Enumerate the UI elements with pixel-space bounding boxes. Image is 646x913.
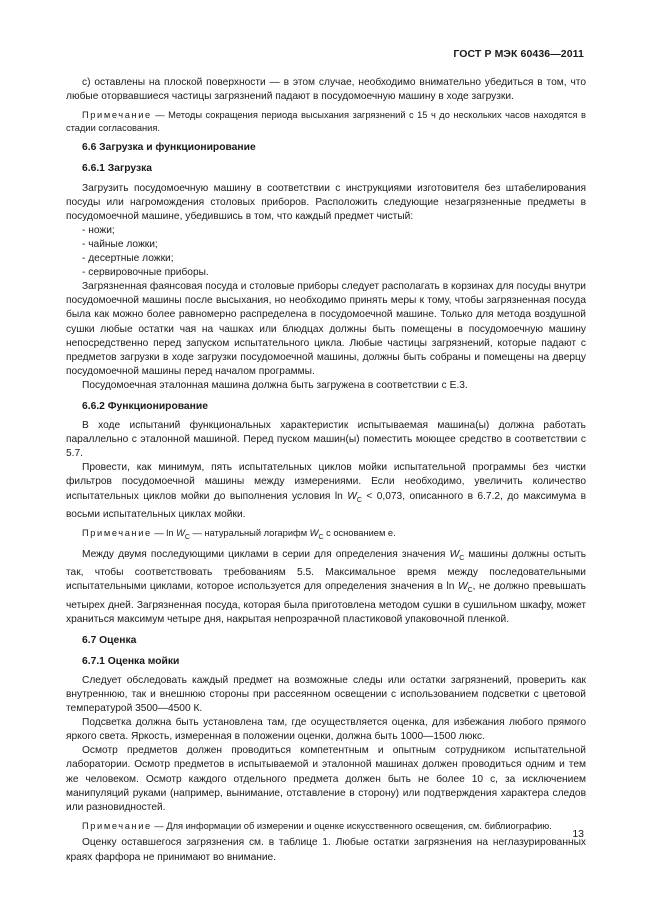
note-1 — [66, 109, 586, 134]
heading-6-6-2: 6.6.2 Функционирование — [82, 400, 208, 412]
paragraph-soiled: Загрязненная фаянсовая посуда и столовые приборы следует располагать в корзинах для посуды внутри посудомоечной машины после высыхания, но необходимо принять меры к тому, чтобы загрязненная посуда была как можно более равномерно распределена в посудомоечной машине. Только для метода воздушной сушки любые остатки чая на чашках или блюдцах должны быть помещены в посудомоечную машину непосредственно перед запуском испытательного цикла. Любые частицы загрязнений, которые падают с предметов загрузки в ходе загрузки посудомоечной машины, должны быть собраны и помещены на дверцу посудомоечной машины перед началом программы. — [66, 281, 586, 377]
paragraph-table-reference: Оценку оставшегося загрязнения см. в таблице 1. Любые остатки загрязнения на неглазурированных краях фарфора не принимают во внимание. — [66, 837, 586, 863]
heading-6-7: 6.7 Оценка — [82, 634, 137, 646]
paragraph-function: В ходе испытаний функциональных характеристик испытываемая машина(ы) должна работать параллельно с эталонной машиной. Перед пуском машин(ы) поместить моющее средство в соответствии с 5.7. — [66, 420, 586, 460]
page-number: 13 — [572, 828, 584, 840]
paragraph-evaluation: Следует обследовать каждый предмет на возможные следы или остатки загрязнений, проверить как внутреннюю, так и внешнюю стороны при рассеянном освещении с использованием подсветки с цветовой температурой 3500—4500 К. — [66, 674, 586, 715]
paragraph-five-cycles: Провести, как минимум, пять испытательных циклов мойки испытательной программы без чистки фильтров посудомоечной машины между измерениями. Если необходимо, увеличить количество испытательных циклов мойки до выполнения условия $\ln W_C < 0,073$, описанного в 6.7.2, до максимума в восьми испытательных циклах мойки. — [66, 462, 586, 520]
paragraph-between-cycles: Между двумя последующими циклами в серии для определения значения $W_C$ машины должны остыть так, чтобы соответствовать требованиям 5.5. Максимальное время между последовательными испытательными циклами, которое используется для определения значения в $\ln W_C$, не должно превышать четырех дней. Загрязненная посуда, которая была приготовлена методом сушки в сушильном шкафу, может храниться максимум четыре дня, накрытая непрозрачной пластиковой упаковочной пленкой. — [66, 549, 586, 625]
list-item: - ножи; — [82, 224, 115, 236]
heading-6-6-1: 6.6.1 Загрузка — [82, 163, 152, 175]
heading-6-7-1: 6.7.1 Оценка мойки — [82, 655, 180, 667]
list-item: - десертные ложки; — [82, 253, 174, 265]
list-item: - сервировочные приборы. — [82, 267, 209, 279]
note-3: Примечание — Для информации об измерении и оценке искусственного освещения, см. библиографию. — [82, 820, 552, 831]
note-1-text: — Методы сокращения периода высыхания загрязнений с 15 ч до нескольких часов находятся в стадии согласования. — [66, 110, 586, 133]
paragraph-reference-load: Посудомоечная эталонная машина должна быть загружена в соответствии с Е.3. — [82, 379, 468, 391]
document-body — [66, 76, 586, 865]
paragraph-c: c) оставлены на плоской поверхности — в этом случае, необходимо внимательно убедиться в том, что любые оторвавшиеся частицы загрязнений падают в посудомоечную машину в ходе загрузки. — [66, 77, 586, 103]
paragraph-inspection: Осмотр предметов должен проводиться компетентным и опытным сотрудником испытательной лаборатории. Осмотр предметов в испытываемой и эталонной машинах должен проводиться одним и тем же человеком. Осмотр каждого отдельного предмета должен быть не более 10 с, за исключением манипуляций руками (например, вынимание, отставление в сторону) или подтверждения характера следов или разновидностей. — [66, 745, 586, 813]
list-item: - чайные ложки; — [82, 238, 158, 250]
clean-items-list — [66, 224, 586, 280]
paragraph-load: Загрузить посудомоечную машину в соответствии с инструкциями изготовителя без штабелирования посуды или нагромождения столовых приборов. Расположить следующие незагрязненные предметы в посудомоечной машине, убедившись в том, что каждый предмет чистый: — [66, 182, 586, 222]
note-label: Примечание — [82, 110, 152, 121]
note-2: Примечание — $\ln W_C$ — натуральный логарифм $W_C$ с основанием e. — [82, 527, 396, 541]
paragraph-lighting: Подсветка должна быть установлена там, где осуществляется оценка, для избежания любого прямого яркого света. Яркость, измеренная в положении оценки, должна быть 1000—1500 люкс. — [66, 717, 586, 743]
note-label: Примечание — [82, 820, 152, 831]
standard-header: ГОСТ Р МЭК 60436—2011 — [453, 48, 584, 60]
note-label: Примечание — [82, 527, 152, 538]
heading-6-6: 6.6 Загрузка и функционирование — [82, 142, 256, 154]
